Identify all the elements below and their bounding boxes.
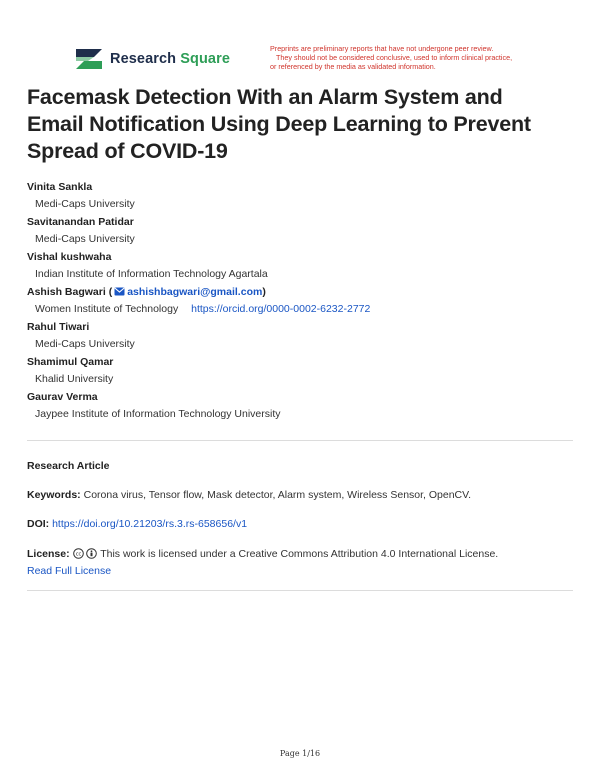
orcid-link[interactable]: https://orcid.org/0000-0002-6232-2772 — [191, 303, 371, 315]
author-name: Vinita Sankla — [27, 181, 93, 193]
doi-link[interactable]: https://doi.org/10.21203/rs.3.rs-658656/v1 — [52, 518, 248, 530]
creative-commons-icon — [73, 548, 84, 559]
research-square-logo[interactable] — [74, 47, 230, 71]
author-name: Savitanandan Patidar — [27, 216, 134, 228]
disclaimer-line: or referenced by the media as validated information. — [270, 62, 436, 71]
page-number: Page 1/16 — [279, 749, 321, 758]
research-square-logo-icon — [74, 47, 104, 71]
attribution-icon — [86, 548, 97, 559]
doi-label: DOI: — [27, 518, 50, 530]
author-email-link[interactable]: ashishbagwari@gmail.com — [127, 286, 263, 298]
title-line: Spread of COVID-19 — [27, 139, 228, 163]
author-name: Rahul Tiwari — [27, 321, 90, 333]
author-entry — [27, 249, 572, 283]
preprint-disclaimer — [270, 44, 560, 71]
author-name: Ashish Bagwari — [27, 286, 106, 298]
author-name: Shamimul Qamar — [27, 356, 114, 368]
license-text: This work is licensed under a Creative Commons Attribution 4.0 International License. — [100, 548, 499, 560]
author-name-with-email: Ashish Bagwari ( ashishbagwari@gmail.com) — [27, 286, 266, 298]
logo-text-square: Square — [180, 51, 230, 67]
author-affiliation: Women Institute of Technology — [35, 303, 179, 315]
paper-title — [27, 84, 572, 165]
keywords-row — [27, 487, 573, 504]
keywords-value: Corona virus, Tensor flow, Mask detector, Alarm system, Wireless Sensor, OpenCV. — [83, 489, 472, 501]
author-entry — [27, 319, 572, 353]
doi-row — [27, 516, 573, 533]
title-line: Email Notification Using Deep Learning to Prevent — [27, 112, 531, 136]
author-name: Vishal kushwaha — [27, 251, 112, 263]
author-affiliation: Jaypee Institute of Information Technology University — [35, 408, 281, 420]
disclaimer-line: They should not be considered conclusive, used to inform clinical practice, — [276, 53, 513, 62]
divider — [27, 590, 573, 591]
logo-text-research: Research — [110, 51, 177, 67]
author-affiliation-row — [27, 301, 572, 318]
author-affiliation: Medi-Caps University — [35, 233, 135, 245]
author-entry — [27, 179, 572, 213]
divider — [27, 440, 573, 441]
license-row — [27, 546, 573, 580]
author-affiliation: Indian Institute of Information Technology Agartala — [35, 268, 268, 280]
author-entry — [27, 354, 572, 388]
author-affiliation: Khalid University — [35, 373, 114, 385]
read-full-license-link[interactable]: Read Full License — [27, 565, 112, 577]
author-entry — [27, 284, 572, 318]
envelope-icon — [114, 287, 125, 296]
title-line: Facemask Detection With an Alarm System and — [27, 85, 503, 109]
author-entry — [27, 214, 572, 248]
keywords-label: Keywords: — [27, 489, 81, 501]
author-name: Gaurav Verma — [27, 391, 98, 403]
author-entry — [27, 389, 572, 423]
author-affiliation: Medi-Caps University — [35, 338, 135, 350]
author-list — [27, 179, 572, 424]
license-label: License: — [27, 548, 70, 560]
article-type: Research Article — [27, 460, 110, 472]
logo-text — [110, 51, 230, 67]
author-affiliation: Medi-Caps University — [35, 198, 135, 210]
svg-text:cc: cc — [75, 551, 81, 558]
disclaimer-line: Preprints are preliminary reports that have not undergone peer review. — [270, 44, 494, 53]
